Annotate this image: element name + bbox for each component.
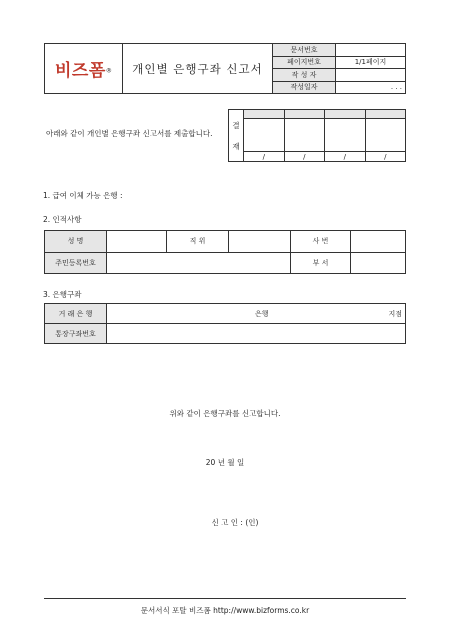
section-3-heading: 3. 은행구좌 (43, 290, 82, 299)
logo-text: 비즈폼 (54, 61, 106, 81)
employee-number-label: 사 번 (291, 231, 351, 253)
approval-date-4[interactable]: / (365, 152, 406, 162)
account-number-field[interactable] (107, 324, 406, 344)
approval-label-bottom: 재 (232, 141, 240, 151)
meta-label-doc-number: 문서번호 (273, 44, 336, 57)
account-number-label: 통장구좌번호 (45, 324, 107, 344)
approval-sign-4[interactable] (365, 119, 406, 152)
name-field[interactable] (107, 231, 167, 253)
meta-value-author[interactable] (336, 69, 406, 82)
approval-sign-1[interactable] (244, 119, 285, 152)
name-label: 성 명 (45, 231, 107, 253)
approval-date-1[interactable]: / (244, 152, 285, 162)
department-field[interactable] (351, 252, 406, 274)
approval-head-1 (244, 110, 285, 119)
submission-intro: 아래와 같이 개인별 은행구좌 신고서를 제출합니다. (46, 129, 213, 138)
approval-head-3 (325, 110, 366, 119)
employee-number-field[interactable] (351, 231, 406, 253)
meta-label-author: 작 성 자 (273, 69, 336, 82)
position-field[interactable] (229, 231, 291, 253)
personal-info-table (44, 230, 406, 274)
position-label: 직 위 (167, 231, 229, 253)
meta-value-page: 1/1페이지 (336, 56, 406, 69)
approval-sign-3[interactable] (325, 119, 366, 152)
approval-head-4 (365, 110, 406, 119)
footer-text: 문서서식 포탈 비즈폼 http://www.bizforms.co.kr (140, 606, 310, 615)
date-line[interactable]: 20 년 월 일 (205, 458, 245, 467)
section-1-heading: 1. 급여 이체 가능 은행 : (43, 191, 123, 200)
approval-date-2[interactable]: / (284, 152, 325, 162)
bank-field[interactable] (107, 304, 406, 324)
document-title: 개인별 은행구좌 신고서 (123, 44, 273, 94)
approval-date-3[interactable]: / (325, 152, 366, 162)
bank-suffix: 은행 (255, 309, 269, 318)
approval-sign-2[interactable] (284, 119, 325, 152)
logo (45, 44, 123, 94)
header-table (44, 43, 406, 94)
department-label: 부 서 (291, 252, 351, 274)
approval-head-2 (284, 110, 325, 119)
approval-label-top: 결 (232, 120, 240, 130)
reporter-line[interactable]: 신 고 인 : (인) (211, 518, 259, 527)
bank-label: 거 래 은 행 (45, 304, 107, 324)
meta-label-page: 페이지번호 (273, 56, 336, 69)
bank-account-table (44, 303, 406, 344)
branch-suffix: 지점 (388, 309, 402, 318)
logo-registered-mark: ® (105, 67, 113, 75)
section-2-heading: 2. 인적사항 (43, 215, 82, 224)
meta-value-doc-number[interactable] (336, 44, 406, 57)
meta-label-date: 작성일자 (273, 81, 336, 94)
rrn-field[interactable] (107, 252, 291, 274)
rrn-label: 주민등록번호 (45, 252, 107, 274)
meta-value-date[interactable]: . . . (336, 81, 406, 94)
statement-text: 위와 같이 은행구좌를 신고합니다. (169, 409, 281, 418)
approval-table (228, 109, 406, 162)
footer-divider (44, 598, 406, 599)
approval-label (229, 110, 244, 162)
